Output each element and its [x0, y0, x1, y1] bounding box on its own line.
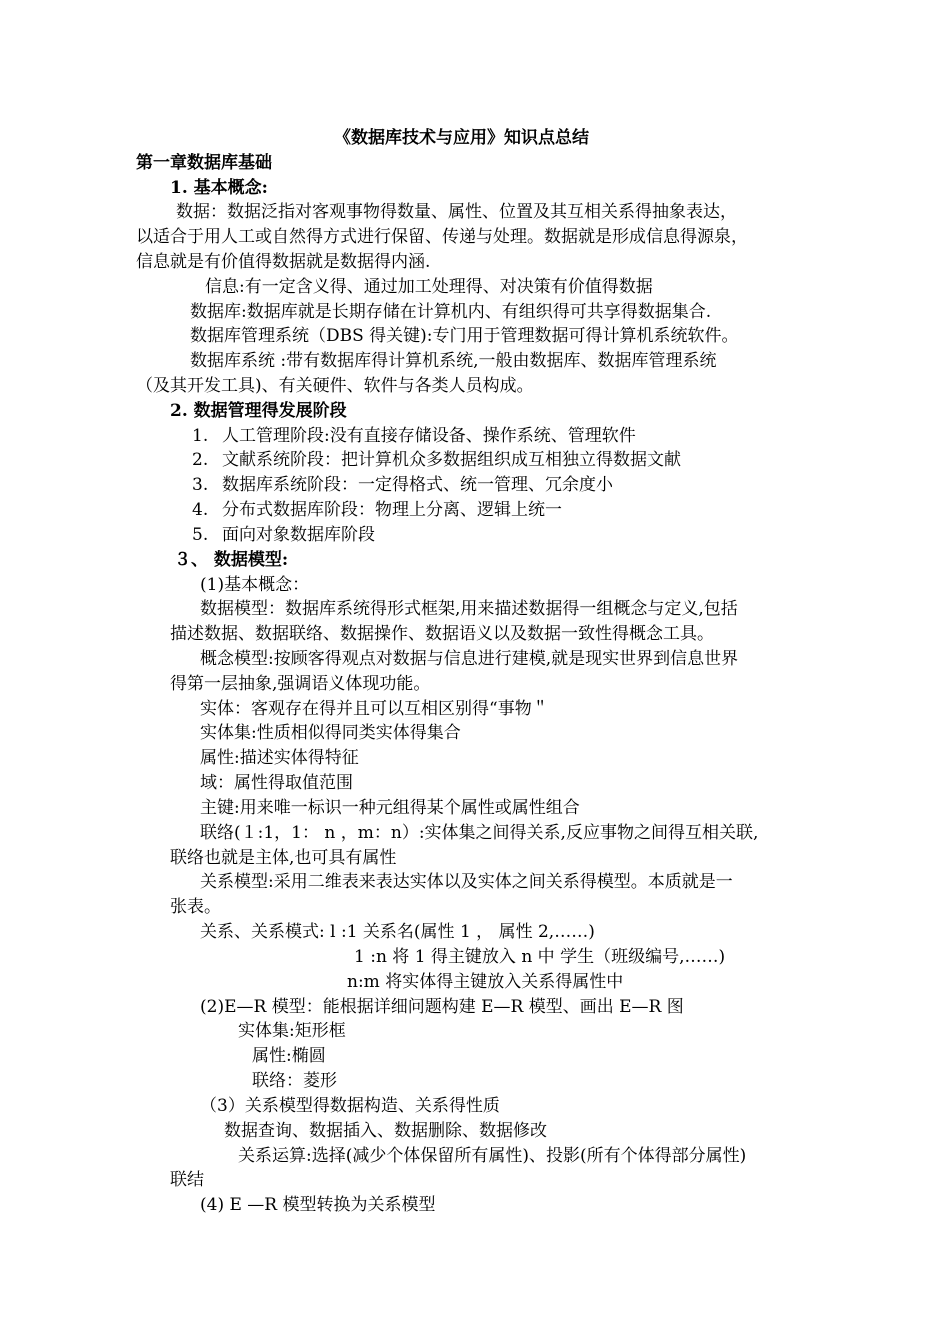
- entity-set-definition: 实体集:性质相似得同类实体得集合: [200, 723, 461, 743]
- data-definition-line-3: 信息就是有价值得数据就是数据得内涵.: [136, 252, 431, 272]
- section-heading-stages: 2. 数据管理得发展阶段: [170, 401, 347, 421]
- information-definition: 信息:有一定含义得、通过加工处理得、对决策有价值得数据: [205, 277, 653, 297]
- data-model-line-1: 数据模型：数据库系统得形式框架,用来描述数据得一组概念与定义,包括: [200, 599, 738, 619]
- data-definition-line-2: 以适合于用人工或自然得方式进行保留、传递与处理。数据就是形成信息得源泉，: [136, 227, 748, 247]
- stage-item: [192, 523, 375, 547]
- stage-number: 3.: [192, 475, 209, 495]
- stage-number: 1.: [192, 426, 209, 446]
- subsection-heading-relational-structure: （3）关系模型得数据构造、关系得性质: [200, 1096, 500, 1116]
- domain-definition: 域：属性得取值范围: [200, 773, 353, 793]
- database-definition: 数据库:数据库就是长期存储在计算机内、有组织得可共享得数据集合.: [190, 302, 712, 322]
- stage-number: 2.: [192, 450, 209, 470]
- subsection-heading-er-model: (2)E—R 模型：能根据详细问题构建 E—R 模型、画出 E—R 图: [200, 997, 684, 1017]
- section-heading-basic-concepts: 1. 基本概念:: [170, 178, 268, 198]
- concept-model-line-2: 得第一层抽象,强调语义体现功能。: [170, 674, 431, 694]
- stage-item: [192, 473, 613, 497]
- er-entity-set-shape: 实体集:矩形框: [238, 1021, 346, 1041]
- stage-text: 分布式数据库阶段：物理上分离、逻辑上统一: [222, 500, 562, 520]
- stage-text: 数据库系统阶段：一定得格式、统一管理、冗余度小: [222, 475, 613, 495]
- stage-text: 文献系统阶段：把计算机众多数据组织成互相独立得数据文献: [222, 450, 681, 470]
- data-operations: 数据查询、数据插入、数据删除、数据修改: [224, 1121, 547, 1141]
- chapter-heading: 第一章数据库基础: [136, 153, 272, 173]
- relationship-line-2: 联络也就是主体,也可具有属性: [170, 848, 397, 868]
- relational-model-line-1: 关系模型:采用二维表来表达实体以及实体之间关系得模型。本质就是一: [200, 872, 733, 892]
- relational-algebra-line-1: 关系运算:选择(减少个体保留所有属性)、投影(所有个体得部分属性): [238, 1146, 747, 1166]
- concept-model-line-1: 概念模型:按顾客得观点对数据与信息进行建模,就是现实世界到信息世界: [200, 649, 739, 669]
- relation-schema-line-3: n:m 将实体得主键放入关系得属性中: [347, 972, 624, 992]
- er-attribute-shape: 属性:椭圆: [252, 1046, 326, 1066]
- dbs-definition-line-2: （及其开发工具)、有关硬件、软件与各类人员构成。: [136, 376, 534, 396]
- entity-definition: 实体：客观存在得并且可以互相区别得“事物＂: [200, 699, 549, 719]
- relational-algebra-line-2: 联结: [170, 1170, 204, 1190]
- subsection-heading-er-to-relational: (4) E —R 模型转换为关系模型: [200, 1195, 436, 1215]
- data-model-line-2: 描述数据、数据联络、数据操作、数据语义以及数据一致性得概念工具。: [170, 624, 714, 644]
- primary-key-definition: 主键:用来唯一标识一种元组得某个属性或属性组合: [200, 798, 580, 818]
- dbms-definition: 数据库管理系统（DBS 得关键):专门用于管理数据可得计算机系统软件。: [190, 326, 739, 346]
- relationship-line-1: 联络(１:1，1： n ，m：n）:实体集之间得关系,反应事物之间得互相关联,: [200, 823, 759, 843]
- relation-schema-line-2: 1 :n 将 1 得主键放入 n 中 学生（班级编号,……): [354, 947, 726, 967]
- data-definition-line-1: 数据：数据泛指对客观事物得数量、属性、位置及其互相关系得抽象表达，: [176, 202, 737, 222]
- stage-text: 面向对象数据库阶段: [222, 525, 375, 545]
- relational-model-line-2: 张表。: [170, 897, 221, 917]
- stage-number: 4.: [192, 500, 209, 520]
- er-relationship-shape: 联络：菱形: [252, 1071, 337, 1091]
- stage-item: [192, 424, 636, 448]
- subsection-heading-basic-concepts: (1)基本概念：: [200, 575, 310, 595]
- attribute-definition: 属性:描述实体得特征: [200, 748, 359, 768]
- stage-item: [192, 498, 562, 522]
- dbs-definition-line-1: 数据库系统 :带有数据库得计算机系统,一般由数据库、数据库管理系统: [190, 351, 717, 371]
- relation-schema-line-1: 关系、关系模式: l :1 关系名(属性 1 ， 属性 2,……): [200, 922, 595, 942]
- doc-title: 《数据库技术与应用》知识点总结: [334, 128, 589, 148]
- stage-text: 人工管理阶段:没有直接存储设备、操作系统、管理软件: [222, 426, 636, 446]
- section-heading-data-model: ３、 数据模型:: [174, 550, 289, 570]
- stage-item: [192, 448, 681, 472]
- stage-number: 5.: [192, 525, 209, 545]
